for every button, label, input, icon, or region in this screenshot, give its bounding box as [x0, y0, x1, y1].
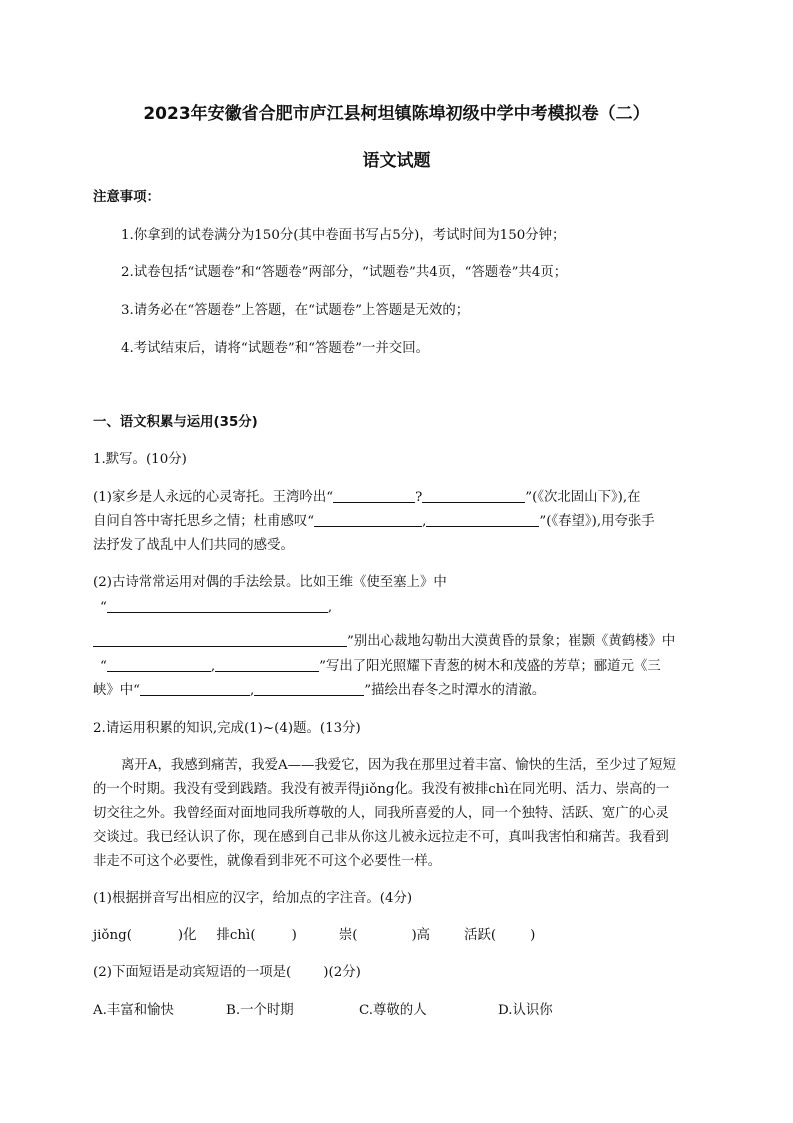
answer-blank[interactable] [426, 512, 539, 527]
question-label: 2.请运用积累的知识,完成(1)~(4)题。(13分) [93, 721, 361, 736]
answer-blank[interactable] [215, 657, 319, 672]
pinyin-items: jiǒng( )化 排chì( ) 崇( )高 活跃( ) [93, 928, 536, 943]
notice-item: 1.你拿到的试卷满分为150分(其中卷面书写占5分)，考试时间为150分钟； [121, 228, 566, 243]
q1-p2-line3: ”别出心裁地勾勒出大漠黄昏的景象；崔颢《黄鹤楼》中 [93, 632, 675, 652]
section-heading: 一、语文积累与运用(35分) [93, 415, 258, 430]
answer-blank[interactable] [333, 488, 415, 503]
passage-line: 交谈过。我已经认识了你，现在感到自己非从你这儿被永远拉走不可，真叫我害怕和痛苦。我看到 [93, 830, 669, 845]
answer-blank[interactable] [140, 681, 250, 696]
q1-p2-line5: 峡》中“ , ”描绘出春冬之时潭水的清澈。 [93, 683, 546, 698]
sub-question-label: (2)下面短语是动宾短语的一项是( )(2分) [93, 965, 361, 980]
notice-item: 2.试卷包括“试题卷”和“答题卷”两部分，“试题卷”共4页，“答题卷”共4页； [121, 265, 568, 280]
passage-line: 切交往之外。我曾经面对面地同我所尊敬的人，同我所喜爱的人，同一个独特、活跃、宽广的心灵 [93, 806, 669, 821]
option-a: A.丰富和愉快 [93, 1003, 174, 1018]
answer-blank[interactable] [422, 488, 525, 503]
sub-question-label: (1)根据拼音写出相应的汉字，给加点的字注音。(4分) [93, 891, 413, 906]
answer-blank[interactable] [107, 657, 211, 672]
passage-line: 的一个时期。我没有受到践踏。我没有被弄得jiǒng化。我没有被排chì在同光明、活力、崇高的一 [93, 782, 670, 797]
passage-line: 离开A，我感到痛苦，我爱A——我爱它，因为我在那里过着丰富、愉快的生活，至少过了短短 [121, 758, 676, 773]
page-title: 2023年安徽省合肥市庐江县柯坦镇陈埠初级中学中考模拟卷（二） [143, 104, 650, 124]
q1-p1-line1: (1)家乡是人永远的心灵寄托。王湾吟出“ ? ”(《次北固山下》),在 [93, 490, 641, 505]
q1-p2-line4: “ , ”写出了阳光照耀下青葱的树木和茂盛的芳草；郦道元《三 [100, 659, 661, 674]
notice-item: 4.考试结束后，请将“试题卷”和“答题卷”一并交回。 [121, 341, 429, 356]
option-c: C.尊敬的人 [359, 1003, 427, 1018]
notice-heading: 注意事项： [93, 190, 160, 205]
q1-p2-line1: (2)古诗常常运用对偶的手法绘景。比如王维《使至塞上》中 [93, 575, 447, 590]
page-subtitle: 语文试题 [362, 151, 431, 171]
answer-blank[interactable] [93, 632, 347, 647]
q1-p1-line3: 法抒发了战乱中人们共同的感受。 [93, 538, 294, 553]
notice-item: 3.请务必在“答题卷”上答题，在“试题卷”上答题是无效的； [121, 303, 470, 318]
answer-blank[interactable] [314, 512, 422, 527]
answer-blank[interactable] [107, 598, 328, 613]
question-label: 1.默写。(10分) [93, 452, 187, 467]
option-b: B.一个时期 [226, 1003, 294, 1018]
passage-line: 非走不可这个必要性，就像看到非死不可这个必要性一样。 [93, 854, 442, 869]
option-d: D.认识你 [498, 1003, 553, 1018]
q1-p2-line2: “ , [100, 600, 333, 615]
q1-p1-line2: 自问自答中寄托思乡之情；杜甫感叹“ , ”(《春望》),用夸张手 [93, 514, 655, 529]
answer-blank[interactable] [254, 681, 364, 696]
